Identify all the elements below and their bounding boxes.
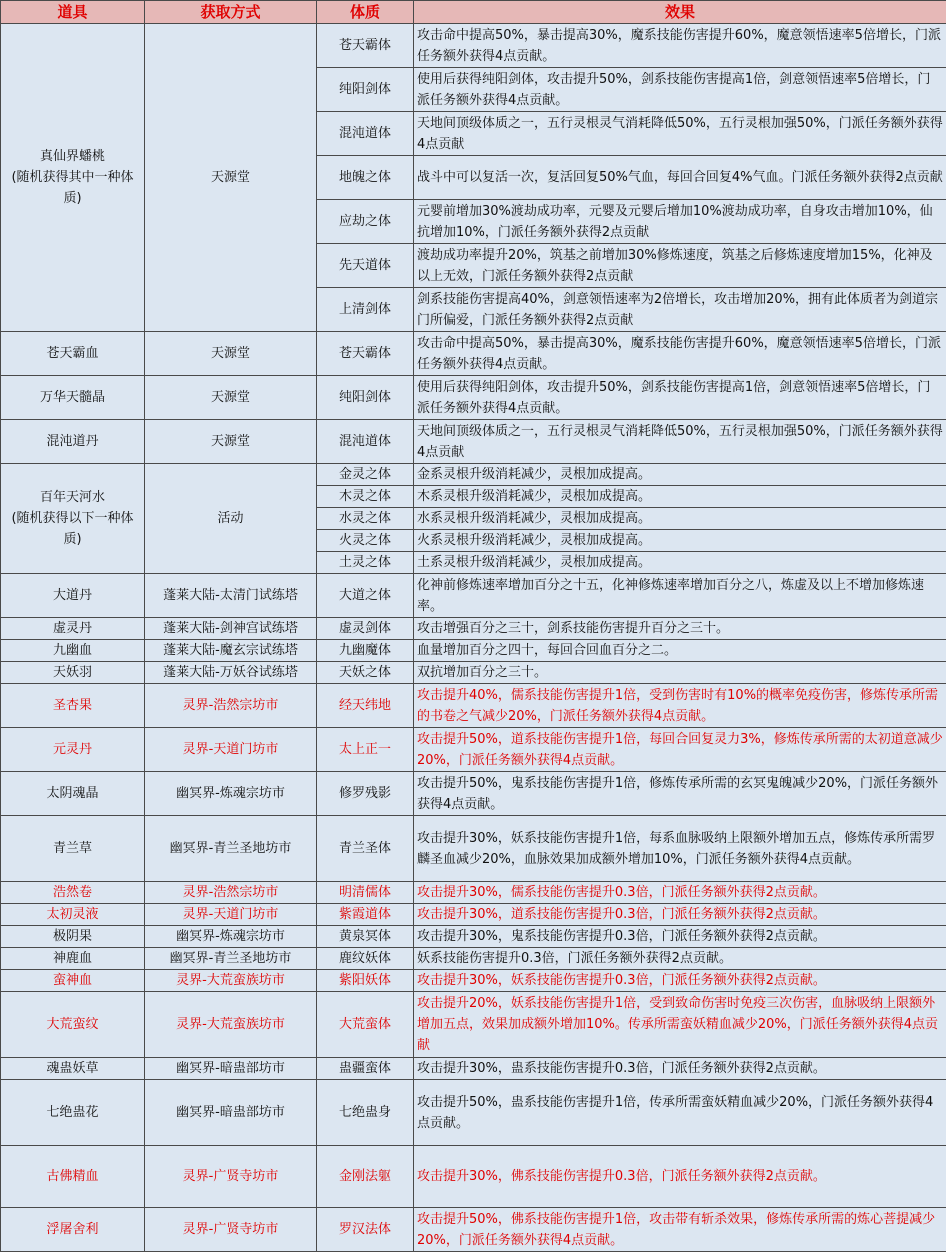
item-name-cell: 七绝蛊花 — [1, 1080, 145, 1146]
table-row — [1, 970, 946, 992]
item-name-cell: 天妖羽 — [1, 662, 145, 684]
item-name-cell: 虚灵丹 — [1, 618, 145, 640]
constitution-cell: 水灵之体 — [317, 508, 414, 530]
source-cell: 蓬莱大陆-魔玄宗试练塔 — [145, 640, 317, 662]
effect-cell: 水系灵根升级消耗减少，灵根加成提高。 — [414, 508, 946, 530]
item-name-cell: 古佛精血 — [1, 1146, 145, 1208]
effect-cell: 渡劫成功率提升20%，筑基之前增加30%修炼速度，筑基之后修炼速度增加15%，化神及以上无效，门派任务额外获得2点贡献 — [414, 244, 946, 288]
effect-cell: 天地间顶级体质之一，五行灵根灵气消耗降低50%，五行灵根加强50%，门派任务额外获得4点贡献 — [414, 420, 946, 464]
effect-cell: 木系灵根升级消耗减少，灵根加成提高。 — [414, 486, 946, 508]
item-name-cell: 九幽血 — [1, 640, 145, 662]
table-row — [1, 1058, 946, 1080]
effect-cell: 攻击提升50%，鬼系技能伤害提升1倍，修炼传承所需的玄冥鬼魄减少20%，门派任务额外获得4点贡献。 — [414, 772, 946, 816]
source-cell: 灵界-大荒蛮族坊市 — [145, 970, 317, 992]
constitution-cell: 蛊疆蛮体 — [317, 1058, 414, 1080]
item-name-cell: 万华天髓晶 — [1, 376, 145, 420]
table-row — [1, 24, 946, 68]
constitution-cell: 黄泉冥体 — [317, 926, 414, 948]
source-cell: 蓬莱大陆-剑神宫试练塔 — [145, 618, 317, 640]
table-row — [1, 684, 946, 728]
effect-cell: 使用后获得纯阳剑体，攻击提升50%，剑系技能伤害提高1倍，剑意领悟速率5倍增长，门派任务额外获得4点贡献。 — [414, 68, 946, 112]
table-row — [1, 992, 946, 1058]
effect-cell: 火系灵根升级消耗减少，灵根加成提高。 — [414, 530, 946, 552]
effect-cell: 元婴前增加30%渡劫成功率，元婴及元婴后增加10%渡劫成功率，自身攻击增加10%，仙抗增加10%，门派任务额外获得2点贡献 — [414, 200, 946, 244]
constitution-cell: 虚灵剑体 — [317, 618, 414, 640]
effect-cell: 攻击提升50%，道系技能伤害提升1倍，每回合回复灵力3%，修炼传承所需的太初道意减少20%，门派任务额外获得4点贡献。 — [414, 728, 946, 772]
source-cell: 灵界-天道门坊市 — [145, 904, 317, 926]
effect-cell: 攻击命中提高50%，暴击提高30%，魔系技能伤害提升60%，魔意领悟速率5倍增长，门派任务额外获得4点贡献。 — [414, 24, 946, 68]
item-name-cell: 大荒蛮纹 — [1, 992, 145, 1058]
item-name-cell: 浮屠舍利 — [1, 1208, 145, 1252]
constitution-cell: 混沌道体 — [317, 420, 414, 464]
constitution-cell: 鹿纹妖体 — [317, 948, 414, 970]
constitution-cell: 土灵之体 — [317, 552, 414, 574]
source-cell: 蓬莱大陆-万妖谷试练塔 — [145, 662, 317, 684]
effect-cell: 攻击提升50%，蛊系技能伤害提升1倍，传承所需蛮妖精血减少20%，门派任务额外获得4点贡献。 — [414, 1080, 946, 1146]
effect-cell: 金系灵根升级消耗减少，灵根加成提高。 — [414, 464, 946, 486]
effect-cell: 剑系技能伤害提高40%，剑意领悟速率为2倍增长，攻击增加20%，拥有此体质者为剑道宗门所偏爱，门派任务额外获得2点贡献 — [414, 288, 946, 332]
effect-cell: 攻击提升40%，儒系技能伤害提升1倍，受到伤害时有10%的概率免疫伤害，修炼传承所需的书卷之气减少20%，门派任务额外获得4点贡献。 — [414, 684, 946, 728]
constitution-cell: 苍天霸体 — [317, 332, 414, 376]
header-constitution: 体质 — [317, 1, 414, 24]
source-cell: 蓬莱大陆-太清门试练塔 — [145, 574, 317, 618]
table-row — [1, 376, 946, 420]
constitution-cell: 上清剑体 — [317, 288, 414, 332]
table-row — [1, 1208, 946, 1252]
constitution-cell: 天妖之体 — [317, 662, 414, 684]
source-cell: 灵界-浩然宗坊市 — [145, 882, 317, 904]
item-name-cell: 苍天霸血 — [1, 332, 145, 376]
table-row — [1, 882, 946, 904]
constitution-cell: 纯阳剑体 — [317, 376, 414, 420]
constitution-cell: 应劫之体 — [317, 200, 414, 244]
source-cell: 幽冥界-炼魂宗坊市 — [145, 772, 317, 816]
table-row — [1, 640, 946, 662]
item-name-cell: 大道丹 — [1, 574, 145, 618]
constitution-cell: 木灵之体 — [317, 486, 414, 508]
item-name-cell: 太初灵液 — [1, 904, 145, 926]
item-name-cell: 真仙界蟠桃 (随机获得其中一种体质) — [1, 24, 145, 332]
item-name-cell: 极阴果 — [1, 926, 145, 948]
source-cell: 幽冥界-青兰圣地坊市 — [145, 948, 317, 970]
header-row — [1, 1, 946, 24]
constitution-cell: 混沌道体 — [317, 112, 414, 156]
source-cell: 灵界-广贤寺坊市 — [145, 1146, 317, 1208]
source-cell: 幽冥界-暗蛊部坊市 — [145, 1080, 317, 1146]
table-row — [1, 772, 946, 816]
constitution-cell: 火灵之体 — [317, 530, 414, 552]
header-source: 获取方式 — [145, 1, 317, 24]
item-name-cell: 蛮神血 — [1, 970, 145, 992]
constitution-cell: 纯阳剑体 — [317, 68, 414, 112]
effect-cell: 攻击提升30%，妖系技能伤害提升1倍，每系血脉吸纳上限额外增加五点，修炼传承所需罗麟圣血减少20%，血脉效果加成额外增加10%，门派任务额外获得4点贡献。 — [414, 816, 946, 882]
source-cell: 幽冥界-青兰圣地坊市 — [145, 816, 317, 882]
effect-cell: 攻击增强百分之三十，剑系技能伤害提升百分之三十。 — [414, 618, 946, 640]
table-row — [1, 816, 946, 882]
table-row — [1, 420, 946, 464]
constitution-cell: 太上正一 — [317, 728, 414, 772]
effect-cell: 战斗中可以复活一次，复活回复50%气血，每回合回复4%气血。门派任务额外获得2点贡献 — [414, 156, 946, 200]
source-cell: 天源堂 — [145, 332, 317, 376]
item-name-cell: 元灵丹 — [1, 728, 145, 772]
table-row — [1, 948, 946, 970]
source-cell: 天源堂 — [145, 420, 317, 464]
header-effect: 效果 — [414, 1, 946, 24]
effect-cell: 攻击提升50%，佛系技能伤害提升1倍，攻击带有斩杀效果，修炼传承所需的炼心菩提减少20%，门派任务额外获得4点贡献。 — [414, 1208, 946, 1252]
item-name-cell: 百年天河水 (随机获得以下一种体质) — [1, 464, 145, 574]
source-cell: 幽冥界-暗蛊部坊市 — [145, 1058, 317, 1080]
effect-cell: 攻击提升30%，鬼系技能伤害提升0.3倍，门派任务额外获得2点贡献。 — [414, 926, 946, 948]
item-name-cell: 浩然卷 — [1, 882, 145, 904]
table-row — [1, 1080, 946, 1146]
constitution-cell: 大道之体 — [317, 574, 414, 618]
constitution-cell: 紫霞道体 — [317, 904, 414, 926]
constitution-cell: 苍天霸体 — [317, 24, 414, 68]
item-name-cell: 魂蛊妖草 — [1, 1058, 145, 1080]
effect-cell: 使用后获得纯阳剑体，攻击提升50%，剑系技能伤害提高1倍，剑意领悟速率5倍增长，门派任务额外获得4点贡献。 — [414, 376, 946, 420]
item-name-cell: 神鹿血 — [1, 948, 145, 970]
table-row — [1, 662, 946, 684]
source-cell: 天源堂 — [145, 24, 317, 332]
header-item: 道具 — [1, 1, 145, 24]
constitution-cell: 青兰圣体 — [317, 816, 414, 882]
effect-cell: 攻击命中提高50%，暴击提高30%，魔系技能伤害提升60%，魔意领悟速率5倍增长，门派任务额外获得4点贡献。 — [414, 332, 946, 376]
constitution-cell: 大荒蛮体 — [317, 992, 414, 1058]
source-cell: 活动 — [145, 464, 317, 574]
source-cell: 幽冥界-炼魂宗坊市 — [145, 926, 317, 948]
table-row — [1, 926, 946, 948]
constitution-cell: 七绝蛊身 — [317, 1080, 414, 1146]
effect-cell: 血量增加百分之四十，每回合回血百分之二。 — [414, 640, 946, 662]
constitution-cell: 修罗残影 — [317, 772, 414, 816]
effect-cell: 天地间顶级体质之一，五行灵根灵气消耗降低50%，五行灵根加强50%，门派任务额外获得4点贡献 — [414, 112, 946, 156]
constitution-cell: 经天纬地 — [317, 684, 414, 728]
constitution-cell: 明清儒体 — [317, 882, 414, 904]
effect-cell: 土系灵根升级消耗减少，灵根加成提高。 — [414, 552, 946, 574]
table-row — [1, 332, 946, 376]
effect-cell: 攻击提升30%，儒系技能伤害提升0.3倍，门派任务额外获得2点贡献。 — [414, 882, 946, 904]
effect-cell: 双抗增加百分之三十。 — [414, 662, 946, 684]
constitution-cell: 九幽魔体 — [317, 640, 414, 662]
constitution-cell: 地魄之体 — [317, 156, 414, 200]
constitution-cell: 紫阳妖体 — [317, 970, 414, 992]
item-name-cell: 圣杏果 — [1, 684, 145, 728]
constitution-cell: 罗汉法体 — [317, 1208, 414, 1252]
constitution-cell: 金灵之体 — [317, 464, 414, 486]
item-name-cell: 太阴魂晶 — [1, 772, 145, 816]
effect-cell: 攻击提升30%，佛系技能伤害提升0.3倍，门派任务额外获得2点贡献。 — [414, 1146, 946, 1208]
source-cell: 灵界-天道门坊市 — [145, 728, 317, 772]
constitution-cell: 金刚法躯 — [317, 1146, 414, 1208]
source-cell: 天源堂 — [145, 376, 317, 420]
effect-cell: 攻击提升30%，道系技能伤害提升0.3倍，门派任务额外获得2点贡献。 — [414, 904, 946, 926]
effect-cell: 攻击提升30%，蛊系技能伤害提升0.3倍，门派任务额外获得2点贡献。 — [414, 1058, 946, 1080]
table-row — [1, 1146, 946, 1208]
table-row — [1, 574, 946, 618]
source-cell: 灵界-浩然宗坊市 — [145, 684, 317, 728]
effect-cell: 攻击提升20%，妖系技能伤害提升1倍，受到致命伤害时免疫三次伤害，血脉吸纳上限额外增加五点，效果加成额外增加10%。传承所需蛮妖精血减少20%，门派任务额外获得4点贡献 — [414, 992, 946, 1058]
table-row — [1, 618, 946, 640]
effect-cell: 妖系技能伤害提升0.3倍，门派任务额外获得2点贡献。 — [414, 948, 946, 970]
effect-cell: 攻击提升30%，妖系技能伤害提升0.3倍，门派任务额外获得2点贡献。 — [414, 970, 946, 992]
table-row — [1, 728, 946, 772]
item-name-cell: 青兰草 — [1, 816, 145, 882]
item-name-cell: 混沌道丹 — [1, 420, 145, 464]
source-cell: 灵界-广贤寺坊市 — [145, 1208, 317, 1252]
table-row — [1, 904, 946, 926]
table-row — [1, 464, 946, 486]
effect-cell: 化神前修炼速率增加百分之十五，化神修炼速率增加百分之八，炼虚及以上不增加修炼速率。 — [414, 574, 946, 618]
constitution-cell: 先天道体 — [317, 244, 414, 288]
source-cell: 灵界-大荒蛮族坊市 — [145, 992, 317, 1058]
